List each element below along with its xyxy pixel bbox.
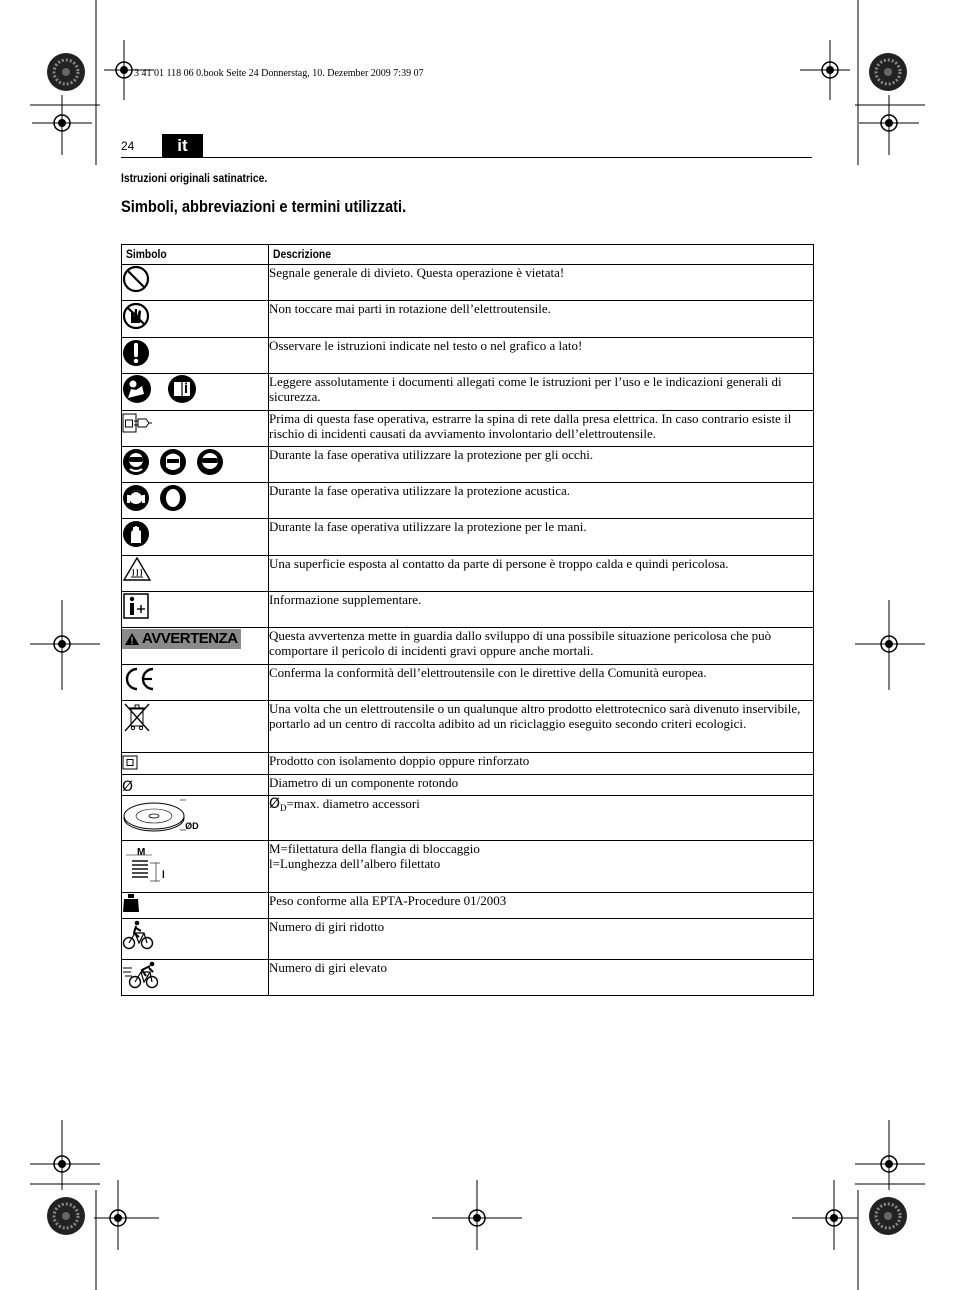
crosshair-icon [30,95,100,155]
table-row [122,374,814,411]
read-manual-person-icon [122,374,152,404]
table-row [122,775,814,796]
crosshair-icon [800,0,860,170]
row-description: Informazione supplementare. [269,592,814,628]
row-description: Peso conforme alla EPTA-Procedure 01/2003 [269,893,814,919]
exclamation-mandatory-icon [122,338,150,368]
table-row [122,592,814,628]
row-description: Numero di giri ridotto [269,919,814,960]
table-row [122,960,814,996]
gloves-icon [122,519,150,549]
starburst-icon [46,52,86,92]
symbols-table [121,244,814,996]
page-number: 24 [121,139,135,153]
table-row [122,893,814,919]
starburst-icon [868,52,908,92]
row-description: Prima di questa fase operativa, estrarre la spina di rete dalla presa elettrica. In caso contrario esiste il rischio di incidenti causati da avviamento involontario dell’elettroutensile. [269,411,814,447]
disc-diameter-label: ØD [185,821,199,831]
row-description: Una superficie esposta al contatto da parte di persone è troppo calda e quindi pericolosa. [269,556,814,592]
table-row [122,628,814,665]
table-row [122,411,814,447]
warning-triangle-icon [124,632,140,646]
double-insulation-icon [122,755,138,770]
unplug-icon [122,411,152,435]
row-description: Segnale generale di divieto. Questa operazione è vietata! [269,265,814,301]
table-row [122,301,814,338]
prohibition-icon [122,265,150,293]
table-row [122,701,814,753]
bicycle-fast-icon [122,960,160,990]
row-description: $Ø_D=\max$. diametro accessori [269,796,814,841]
row-description: Una volta che un elettroutensile o un qualunque altro prodotto elettrotecnico sarà divenuto inservibile, portarlo ad un centro di raccolta adibito ad un riciclaggio eseguito secondo criteri ecologici. [269,701,814,753]
ear-plugs-icon [159,483,187,513]
row-description: Durante la fase operativa utilizzare la protezione per le mani. [269,519,814,556]
warning-label: AVVERTENZA [122,629,241,649]
table-row [122,556,814,592]
section-heading: Simboli, abbreviazioni e termini utilizzati. [121,197,407,216]
thread-label-m: M [137,847,146,858]
crossed-bin-icon [122,701,152,735]
table-row [122,919,814,960]
row-description: Conferma la conformità dell’elettroutensile con le direttive della Comunità europea. [269,665,814,701]
table-row [122,841,814,893]
crosshair-icon [30,1120,100,1190]
table-row [122,338,814,374]
row-description: M=filettatura della flangia di bloccaggio l=Lunghezza dell’albero filettato [269,841,814,893]
table-row [122,665,814,701]
row-description: Durante la fase operativa utilizzare la protezione per gli occhi. [269,447,814,483]
column-header-symbol: Simbolo [122,245,269,265]
diameter-symbol: Ø [122,779,134,795]
safety-glasses-icon [196,447,224,477]
row-description: Durante la fase operativa utilizzare la protezione acustica. [269,483,814,519]
row-description: Questa avvertenza mette in guardia dallo sviluppo di una possibile situazione pericolosa che può comportare il pericolo di incidenti gravi oppure anche mortali. [269,628,814,665]
crosshair-icon [792,1180,862,1290]
table-row [122,796,814,841]
crosshair-icon [855,1120,925,1190]
table-row [122,519,814,556]
document-subtitle: Istruzioni originali satinatrice. [121,171,268,185]
face-shield-icon [159,447,187,477]
row-description: Leggere assolutamente i documenti allegati come le istruzioni per l’uso e le indicazioni generali di sicurezza. [269,374,814,411]
table-row [122,265,814,301]
starburst-icon [868,1196,908,1236]
row-description: Prodotto con isolamento doppio oppure rinforzato [269,753,814,775]
weight-icon [122,893,140,913]
row-description: Non toccare mai parti in rotazione dell’elettroutensile. [269,301,814,338]
row-description: Diametro di un componente rotondo [269,775,814,796]
crosshair-icon [432,1180,522,1250]
hot-surface-icon [122,556,152,582]
header-rule [121,157,812,158]
safety-goggles-icon [122,447,150,477]
language-badge: it [162,134,203,157]
information-icon [122,592,150,620]
row-description: Numero di giri elevato [269,960,814,996]
ce-mark-icon [122,665,156,693]
crosshair-icon [94,1180,164,1290]
column-header-description: Descrizione [269,245,814,265]
table-header-row [122,245,814,265]
crosshair-icon [855,600,925,690]
crosshair-icon [30,600,100,690]
no-touch-rotating-parts-icon [122,301,150,331]
thread-label-l: l [162,870,165,881]
table-row [122,753,814,775]
bicycle-slow-icon [122,919,154,951]
table-row [122,447,814,483]
crosshair-icon [855,95,925,155]
table-row [122,483,814,519]
starburst-icon [46,1196,86,1236]
read-manual-book-icon [167,374,197,404]
ear-muffs-icon [122,483,150,513]
print-info-line: 3 41 01 118 06 0.book Seite 24 Donnerstag, 10. Dezember 2009 7:39 07 [134,68,424,79]
row-description: Osservare le istruzioni indicate nel testo o nel grafico a lato! [269,338,814,374]
